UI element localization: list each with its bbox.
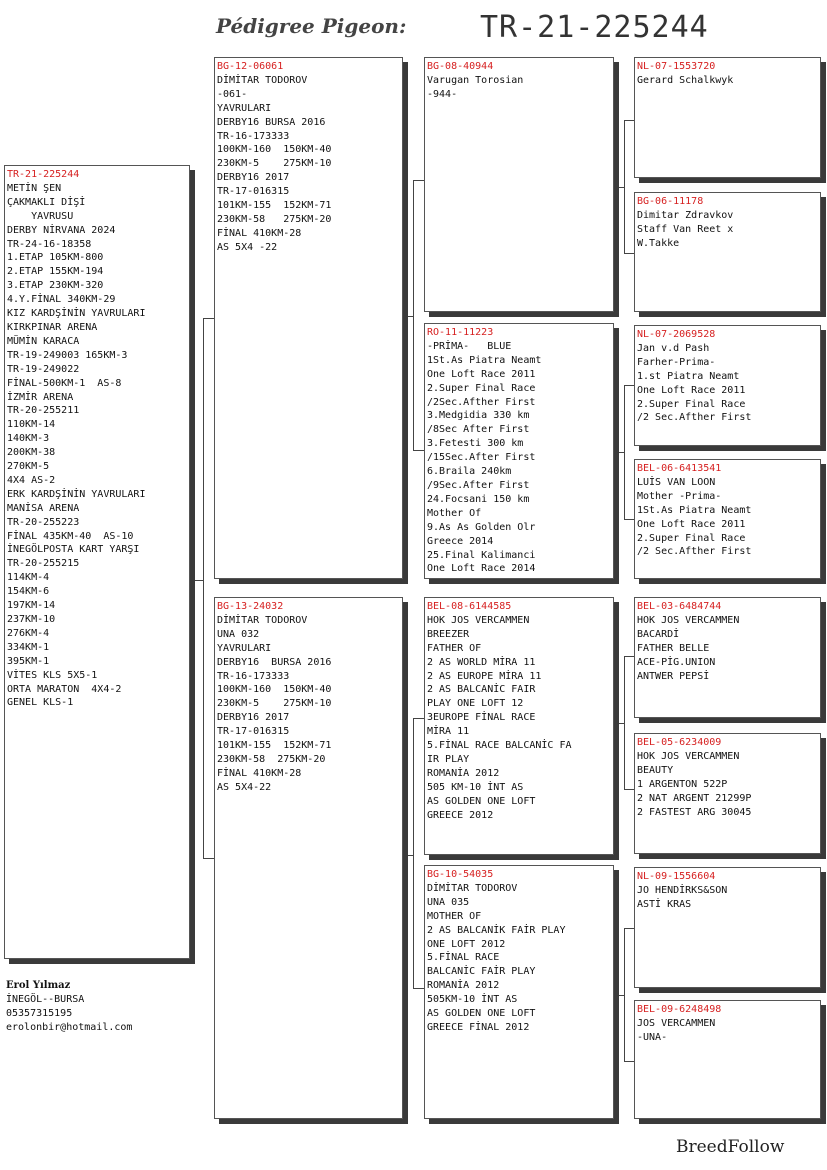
detail-line: 1St.As Piatra Neamt [427, 354, 542, 366]
ring-number: NL-07-1553720 [637, 61, 716, 72]
ring-number: BEL-08-6144585 [427, 601, 512, 612]
ring-number: RO-11-11223 [427, 327, 494, 338]
ddd-card [634, 1000, 821, 1119]
card-details [217, 74, 400, 255]
sss-card [634, 57, 821, 178]
owner-email: erolonbir@hotmail.com [6, 1022, 133, 1033]
connector-stub [614, 723, 624, 724]
detail-line: DERBY16 2017 [217, 712, 290, 724]
detail-line: 2 AS WORLD MİRA 11 [427, 656, 536, 668]
detail-line: 100KM-160 150KM-40 [217, 684, 332, 696]
card-details [637, 1017, 818, 1045]
dam-dam-card [424, 865, 614, 1119]
ring-number: BG-08-40944 [427, 61, 494, 72]
owner-phone: 05357315195 [6, 1008, 73, 1019]
detail-line: ERK KARDŞİNİN YAVRULARI [7, 488, 146, 500]
detail-line: /9Sec.After First [427, 479, 530, 491]
detail-line: /8Sec After First [427, 424, 530, 436]
dsd-card [634, 733, 821, 854]
detail-line: 334KM-1 [7, 641, 50, 653]
detail-line: 1 ARGENTON 522P [637, 778, 728, 790]
detail-line: YAVRUSU [7, 210, 74, 222]
detail-line: 2 NAT ARGENT 21299P [637, 792, 752, 804]
ring-number: BG-10-54035 [427, 869, 494, 880]
detail-line: 5.FİNAL RACE [427, 952, 500, 964]
detail-line: 2 AS BALCANİC FAIR [427, 684, 536, 696]
detail-line: /2 Sec.Afther First [637, 412, 752, 424]
detail-line: IR PLAY [427, 753, 470, 765]
detail-line: 101KM-155 152KM-71 [217, 740, 332, 752]
detail-line: MANİSA ARENA [7, 502, 80, 514]
detail-line: 2 AS BALCANİK FAİR PLAY [427, 924, 566, 936]
detail-line: 200KM-38 [7, 447, 56, 459]
detail-line: UNA 032 [217, 628, 260, 640]
detail-line: 5.FİNAL RACE BALCANİC FA [427, 740, 572, 752]
sdd-card [634, 459, 821, 579]
detail-line: Dimitar Zdravkov [637, 209, 734, 221]
detail-line: /2Sec.Afther First [427, 396, 536, 408]
card-details [637, 750, 818, 820]
sire-card [214, 57, 403, 579]
detail-line: Mother -Prima- [637, 490, 722, 502]
detail-line: 230KM-58 275KM-20 [217, 213, 332, 225]
ring-number: BG-06-11178 [637, 196, 704, 207]
detail-line: DİMİTAR TODOROV [217, 74, 308, 86]
detail-line: ROMANİA 2012 [427, 980, 500, 992]
ring-number: TR-21-225244 [7, 169, 80, 180]
detail-line: TR-20-255211 [7, 405, 80, 417]
detail-line: 2.ETAP 155KM-194 [7, 266, 104, 278]
ring-number: BEL-09-6248498 [637, 1004, 722, 1015]
detail-line: 2.Super Final Race [427, 382, 536, 394]
detail-line: FATHER OF [427, 642, 482, 654]
detail-line: -061- [217, 88, 248, 100]
detail-line: 197KM-14 [7, 600, 56, 612]
detail-line: 2 FASTEST ARG 30045 [637, 806, 752, 818]
connector-stub [190, 580, 203, 581]
detail-line: -944- [427, 88, 458, 100]
dam-card [214, 597, 403, 1119]
detail-line: VİTES KLS 5X5-1 [7, 669, 98, 681]
detail-line: 4.Y.FİNAL 340KM-29 [7, 294, 116, 306]
dam-sire-card [424, 597, 614, 855]
detail-line: 9.As As Golden Olr [427, 521, 536, 533]
detail-line: LUİS VAN LOON [637, 476, 716, 488]
detail-line: Staff Van Reet x [637, 223, 734, 235]
detail-line: 154KM-6 [7, 586, 50, 598]
detail-line: 3.Fetesti 300 km [427, 438, 524, 450]
main-ring-number: TR-21-225244 [480, 10, 709, 45]
detail-line: TR-16-173333 [217, 130, 290, 142]
detail-line: GENEL KLS-1 [7, 697, 74, 709]
detail-line: BREEZER [427, 628, 470, 640]
detail-line: 110KM-14 [7, 419, 56, 431]
detail-line: One Loft Race 2011 [637, 384, 746, 396]
detail-line: DERBY NİRVANA 2024 [7, 224, 116, 236]
detail-line: ANTWER PEPSİ [637, 670, 710, 682]
detail-line: 1.ETAP 105KM-800 [7, 252, 104, 264]
detail-line: TR-17-016315 [217, 186, 290, 198]
card-details [217, 614, 400, 795]
card-details [637, 342, 818, 425]
card-details [7, 182, 187, 710]
detail-line: 140KM-3 [7, 433, 50, 445]
detail-line: AS 5X4 -22 [217, 241, 278, 253]
owner-name: Erol Yılmaz [6, 980, 71, 991]
detail-line: DERBY16 BURSA 2016 [217, 116, 326, 128]
detail-line: TR-19-249022 [7, 363, 80, 375]
ssd-card [634, 192, 821, 312]
detail-line: MİRA 11 [427, 726, 470, 738]
detail-line: BEAUTY [637, 764, 674, 776]
detail-line: DERBY16 BURSA 2016 [217, 656, 332, 668]
card-details [427, 882, 611, 1035]
card-details [427, 74, 611, 102]
detail-line: AS GOLDEN ONE LOFT [427, 795, 536, 807]
detail-line: ROMANİA 2012 [427, 767, 500, 779]
ring-number: BG-13-24032 [217, 601, 284, 612]
detail-line: 505 KM-10 İNT AS [427, 781, 524, 793]
detail-line: 237KM-10 [7, 614, 56, 625]
card-details [637, 74, 818, 88]
detail-line: 3.ETAP 230KM-320 [7, 280, 104, 292]
detail-line: Gerard Schalkwyk [637, 74, 734, 86]
detail-line: AS 5X4-22 [217, 781, 272, 793]
detail-line: 1.st Piatra Neamt [637, 370, 740, 382]
detail-line: FİNAL 410KM-28 [217, 227, 302, 239]
sire-sire-card [424, 57, 614, 312]
detail-line: 276KM-4 [7, 627, 50, 639]
detail-line: 2.Super Final Race [637, 398, 746, 410]
detail-line: 505KM-10 İNT AS [427, 994, 518, 1006]
detail-line: One Loft Race 2014 [427, 563, 536, 575]
detail-line: Jan v.d Pash [637, 342, 710, 354]
detail-line: 270KM-5 [7, 461, 50, 473]
detail-line: TR-16-173333 [217, 670, 290, 682]
detail-line: 230KM-58 275KM-20 [217, 753, 326, 765]
detail-line: 1St.As Piatra Neamt [637, 504, 752, 516]
ring-number: BEL-05-6234009 [637, 737, 722, 748]
detail-line: 25.Final Kalimanci [427, 549, 536, 561]
detail-line: MÜMİN KARACA [7, 335, 80, 347]
detail-line: One Loft Race 2011 [637, 518, 746, 530]
detail-line: JO HENDİRKS&SON [637, 884, 728, 896]
ring-number: BEL-03-6484744 [637, 601, 722, 612]
detail-line: 395KM-1 [7, 655, 50, 667]
detail-line: PLAY ONE LOFT 12 [427, 698, 524, 710]
detail-line: TR-20-255223 [7, 516, 80, 528]
detail-line: DERBY16 2017 [217, 172, 290, 184]
detail-line: AS GOLDEN ONE LOFT [427, 1008, 536, 1020]
subject-card [4, 165, 190, 959]
detail-line: One Loft Race 2011 [427, 368, 536, 380]
detail-line: ÇAKMAKLI DİŞİ [7, 196, 86, 208]
card-details [637, 476, 818, 559]
detail-line: FATHER BELLE [637, 642, 710, 654]
connector-stub [614, 187, 624, 188]
detail-line: -UNA- [637, 1031, 668, 1043]
detail-line: -PRİMA- BLUE [427, 340, 512, 352]
detail-line: KIRKPINAR ARENA [7, 321, 98, 333]
connector-stub [403, 316, 413, 317]
dss-card [634, 597, 821, 718]
detail-line: 230KM-5 275KM-10 [217, 158, 332, 170]
detail-line: /15Sec.After First [427, 452, 536, 464]
detail-line: DİMİTAR TODOROV [217, 614, 308, 626]
detail-line: İZMİR ARENA [7, 391, 74, 403]
detail-line: 100KM-160 150KM-40 [217, 144, 332, 156]
card-details [637, 614, 818, 684]
detail-line: Farher-Prima- [637, 356, 716, 368]
detail-line: BALCANİC FAİR PLAY [427, 966, 536, 978]
detail-line: FİNAL 435KM-40 AS-10 [7, 530, 134, 542]
detail-line: JOS VERCAMMEN [637, 1017, 716, 1029]
detail-line: 3EUROPE FİNAL RACE [427, 712, 536, 724]
page-title: Pédigree Pigeon: [216, 14, 407, 38]
owner-city: İNEGÖL--BURSA [6, 994, 85, 1005]
sds-card [634, 325, 821, 446]
ring-number: BG-12-06061 [217, 61, 284, 72]
detail-line: HOK JOS VERCAMMEN [637, 750, 740, 762]
detail-line: 230KM-5 275KM-10 [217, 698, 332, 710]
detail-line: TR-20-255215 [7, 558, 80, 570]
detail-line: MOTHER OF [427, 910, 482, 922]
detail-line: YAVRULARI [217, 642, 272, 654]
card-details [637, 884, 818, 912]
connector-stub [403, 855, 413, 856]
ring-number: NL-09-1556604 [637, 871, 716, 882]
detail-line: 2.Super Final Race [637, 532, 746, 544]
sire-dam-card [424, 323, 614, 579]
detail-line: FİNAL-500KM-1 AS-8 [7, 377, 122, 389]
card-details [637, 209, 818, 251]
detail-line: 2 AS EUROPE MİRA 11 [427, 670, 542, 682]
detail-line: DİMİTAR TODOROV [427, 882, 518, 894]
detail-line: W.Takke [637, 237, 680, 249]
owner-info [6, 979, 132, 1035]
card-details [427, 340, 611, 576]
connector-stub [614, 995, 624, 996]
detail-line: 114KM-4 [7, 572, 50, 584]
detail-line: YAVRULARI [217, 102, 272, 114]
detail-line: 6.Braila 240km [427, 466, 512, 478]
detail-line: FİNAL 410KM-28 [217, 767, 302, 779]
detail-line: 24.Focsani 150 km [427, 493, 530, 505]
detail-line: HOK JOS VERCAMMEN [637, 614, 740, 626]
detail-line: İNEGÖLPOSTA KART YARŞI [7, 544, 140, 556]
detail-line: TR-17-016315 [217, 726, 290, 738]
detail-line: ACE-PİG.UNION [637, 656, 716, 668]
detail-line: KIZ KARDŞİNİN YAVRULARI [7, 308, 146, 320]
detail-line: 101KM-155 152KM-71 [217, 200, 332, 212]
dds-card [634, 867, 821, 988]
ring-number: NL-07-2069528 [637, 329, 716, 340]
detail-line: ONE LOFT 2012 [427, 938, 506, 950]
detail-line: TR-19-249003 165KM-3 [7, 349, 128, 361]
detail-line: Greece 2014 [427, 535, 494, 547]
brand-logo: BreedFollow [676, 1137, 785, 1157]
ring-number: BEL-06-6413541 [637, 463, 722, 474]
detail-line: Mother Of [427, 507, 482, 519]
detail-line: /2 Sec.Afther First [637, 546, 752, 558]
detail-line: TR-24-16-18358 [7, 238, 92, 250]
card-details [427, 614, 611, 823]
detail-line: UNA 035 [427, 896, 470, 908]
detail-line: GREECE 2012 [427, 809, 494, 821]
detail-line: Varugan Torosian [427, 74, 524, 86]
detail-line: METİN ŞEN [7, 182, 62, 194]
detail-line: 4X4 AS-2 [7, 474, 56, 486]
detail-line: ORTA MARATON 4X4-2 [7, 683, 122, 695]
detail-line: ASTİ KRAS [637, 898, 692, 910]
detail-line: 3.Medgidia 330 km [427, 410, 530, 422]
detail-line: BACARDİ [637, 628, 680, 640]
detail-line: GREECE FİNAL 2012 [427, 1021, 530, 1033]
detail-line: HOK JOS VERCAMMEN [427, 614, 530, 626]
connector-stub [614, 452, 624, 453]
